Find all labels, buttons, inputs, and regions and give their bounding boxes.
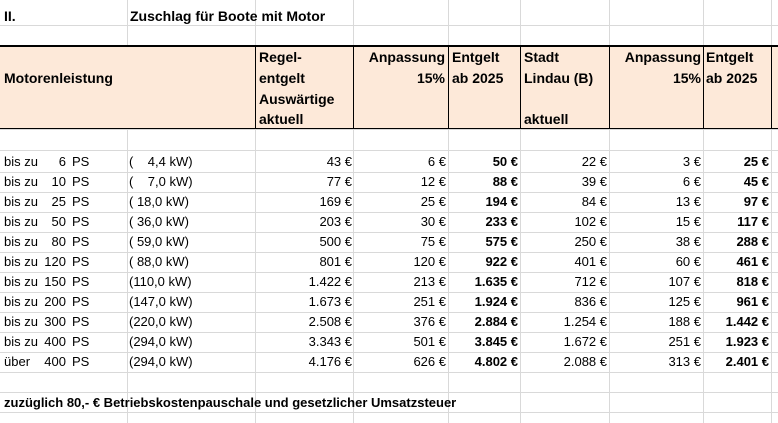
cell-regel: 203 € (319, 214, 352, 229)
cell-kw: ( 59,0 kW) (129, 234, 189, 249)
cell-prefix: bis zu (4, 214, 38, 229)
cell-unit: PS (72, 314, 90, 329)
cell-anp1: 25 € (420, 194, 446, 209)
cell-prefix: bis zu (4, 234, 38, 249)
cell-kw: (220,0 kW) (129, 314, 193, 329)
cell-ent2: 25 € (743, 154, 769, 169)
cell-unit: PS (72, 214, 90, 229)
cell-anp1: 213 € (413, 274, 446, 289)
cell-kw: (110,0 kW) (129, 274, 192, 289)
header-divider-3 (448, 45, 449, 129)
cell-ent2: 117 € (737, 214, 769, 229)
header-bottom-border (0, 128, 778, 129)
header-regel-line1: Regel- (259, 49, 302, 65)
cell-lindau: 1.254 € (563, 314, 607, 329)
header-divider-6 (703, 45, 704, 129)
cell-ent2: 2.401 € (725, 354, 769, 369)
cell-anp1: 501 € (413, 334, 446, 349)
header-anpassung1-line2: 15% (416, 70, 445, 86)
cell-kw: ( 7,0 kW) (129, 174, 193, 189)
cell-ps: 80 (51, 234, 66, 249)
cell-lindau: 836 € (574, 294, 607, 309)
gridline-horizontal (0, 372, 778, 373)
cell-anp2: 188 € (668, 314, 701, 329)
cell-unit: PS (72, 174, 90, 189)
header-anpassung2-line1: Anpassung (624, 49, 701, 65)
header-entgelt2-line2: ab 2025 (706, 70, 758, 86)
cell-regel: 169 € (319, 194, 352, 209)
cell-unit: PS (72, 294, 90, 309)
cell-ps: 6 (58, 154, 66, 169)
header-lindau-line1: Stadt (524, 49, 559, 65)
cell-anp2: 251 € (668, 334, 701, 349)
section-title: Zuschlag für Boote mit Motor (130, 8, 326, 24)
cell-ps: 25 (51, 194, 66, 209)
cell-ps: 10 (51, 174, 66, 189)
cell-ent2: 961 € (736, 294, 769, 309)
cell-ps: 50 (51, 214, 66, 229)
cell-anp2: 38 € (675, 234, 701, 249)
cell-ps: 120 (44, 254, 66, 269)
header-lindau-line2: Lindau (B) (524, 70, 594, 86)
cell-unit: PS (72, 194, 90, 209)
cell-regel: 43 € (326, 154, 352, 169)
cell-anp1: 75 € (420, 234, 446, 249)
cell-lindau: 401 € (574, 254, 607, 269)
cell-prefix: bis zu (4, 254, 38, 269)
cell-prefix: bis zu (4, 334, 38, 349)
cell-prefix: über (4, 354, 31, 369)
cell-lindau: 250 € (574, 234, 607, 249)
gridline-horizontal (0, 150, 778, 151)
cell-unit: PS (72, 234, 90, 249)
cell-lindau: 712 € (574, 274, 607, 289)
cell-kw: (294,0 kW) (129, 334, 193, 349)
cell-prefix: bis zu (4, 154, 38, 169)
cell-lindau: 102 € (574, 214, 607, 229)
cell-anp2: 60 € (675, 254, 701, 269)
cell-prefix: bis zu (4, 194, 38, 209)
cell-prefix: bis zu (4, 274, 38, 289)
cell-ps: 400 (44, 334, 66, 349)
cell-ent1: 4.802 € (474, 354, 518, 369)
cell-regel: 801 € (319, 254, 352, 269)
cell-regel: 1.673 € (308, 294, 352, 309)
cell-anp2: 125 € (668, 294, 701, 309)
gridline-horizontal (0, 129, 778, 130)
cell-unit: PS (72, 274, 90, 289)
header-lindau-line3: aktuell (524, 111, 569, 127)
header-divider-7 (771, 45, 772, 129)
cell-anp1: 626 € (413, 354, 446, 369)
cell-anp2: 313 € (668, 354, 701, 369)
cell-prefix: bis zu (4, 294, 38, 309)
cell-regel: 3.343 € (308, 334, 352, 349)
header-anpassung1-line1: Anpassung (368, 49, 445, 65)
cell-ent1: 194 € (485, 194, 518, 209)
cell-unit: PS (72, 254, 90, 269)
header-divider-5 (609, 45, 610, 129)
gridline-horizontal (0, 25, 778, 26)
cell-kw: ( 18,0 kW) (129, 194, 189, 209)
section-number: II. (4, 8, 16, 24)
cell-lindau: 22 € (581, 154, 607, 169)
cell-prefix: bis zu (4, 174, 38, 189)
cell-ps: 150 (44, 274, 66, 289)
cell-ent2: 1.923 € (725, 334, 769, 349)
cell-regel: 2.508 € (308, 314, 352, 329)
cell-unit: PS (72, 154, 90, 169)
cell-kw: ( 88,0 kW) (129, 254, 189, 269)
cell-ent1: 50 € (492, 154, 518, 169)
cell-prefix: bis zu (4, 314, 38, 329)
cell-anp2: 15 € (675, 214, 701, 229)
cell-kw: ( 36,0 kW) (129, 214, 189, 229)
cell-ent1: 88 € (492, 174, 518, 189)
header-divider-4 (520, 45, 521, 129)
cell-anp1: 30 € (420, 214, 446, 229)
cell-ent2: 288 € (736, 234, 769, 249)
cell-regel: 1.422 € (308, 274, 352, 289)
cell-anp2: 107 € (668, 274, 701, 289)
header-regel-line2: entgelt (259, 70, 305, 86)
header-divider-1 (255, 45, 256, 129)
cell-anp2: 6 € (682, 174, 701, 189)
cell-anp1: 120 € (413, 254, 446, 269)
cell-ent2: 97 € (743, 194, 769, 209)
cell-kw: (147,0 kW) (129, 294, 193, 309)
cell-ps: 400 (44, 354, 66, 369)
cell-anp1: 251 € (413, 294, 446, 309)
cell-ent1: 575 € (485, 234, 518, 249)
cell-ent1: 233 € (485, 214, 518, 229)
header-regel-line4: aktuell (259, 111, 304, 127)
cell-ps: 300 (44, 314, 66, 329)
cell-ent1: 922 € (485, 254, 518, 269)
header-entgelt2-line1: Entgelt (706, 49, 754, 65)
cell-lindau: 2.088 € (563, 354, 607, 369)
cell-lindau: 84 € (581, 194, 607, 209)
cell-kw: (294,0 kW) (129, 354, 193, 369)
cell-anp2: 13 € (675, 194, 701, 209)
cell-regel: 500 € (319, 234, 352, 249)
cell-anp1: 12 € (420, 174, 446, 189)
cell-anp1: 376 € (413, 314, 446, 329)
header-anpassung2-line2: 15% (672, 70, 701, 86)
header-motorenleistung: Motorenleistung (4, 70, 113, 86)
header-entgelt1-line2: ab 2025 (452, 70, 504, 86)
cell-ps: 200 (44, 294, 66, 309)
cell-lindau: 1.672 € (563, 334, 607, 349)
footer-note: zuzüglich 80,- € Betriebskostenpauschale und gesetzlicher Umsatzsteuer (4, 395, 457, 410)
cell-anp2: 3 € (682, 154, 701, 169)
cell-ent1: 3.845 € (474, 334, 518, 349)
cell-lindau: 39 € (581, 174, 607, 189)
cell-ent1: 1.635 € (474, 274, 518, 289)
cell-regel: 77 € (326, 174, 352, 189)
header-regel-line3: Auswärtige (259, 91, 335, 107)
cell-anp1: 6 € (427, 154, 446, 169)
cell-ent1: 1.924 € (474, 294, 518, 309)
cell-kw: ( 4,4 kW) (129, 154, 193, 169)
cell-regel: 4.176 € (308, 354, 352, 369)
cell-ent1: 2.884 € (474, 314, 518, 329)
cell-ent2: 461 € (736, 254, 769, 269)
cell-ent2: 818 € (736, 274, 769, 289)
header-divider-2 (353, 45, 354, 129)
cell-unit: PS (72, 354, 90, 369)
cell-ent2: 1.442 € (725, 314, 769, 329)
header-entgelt1-line1: Entgelt (452, 49, 500, 65)
cell-ent2: 45 € (743, 174, 769, 189)
cell-unit: PS (72, 334, 90, 349)
